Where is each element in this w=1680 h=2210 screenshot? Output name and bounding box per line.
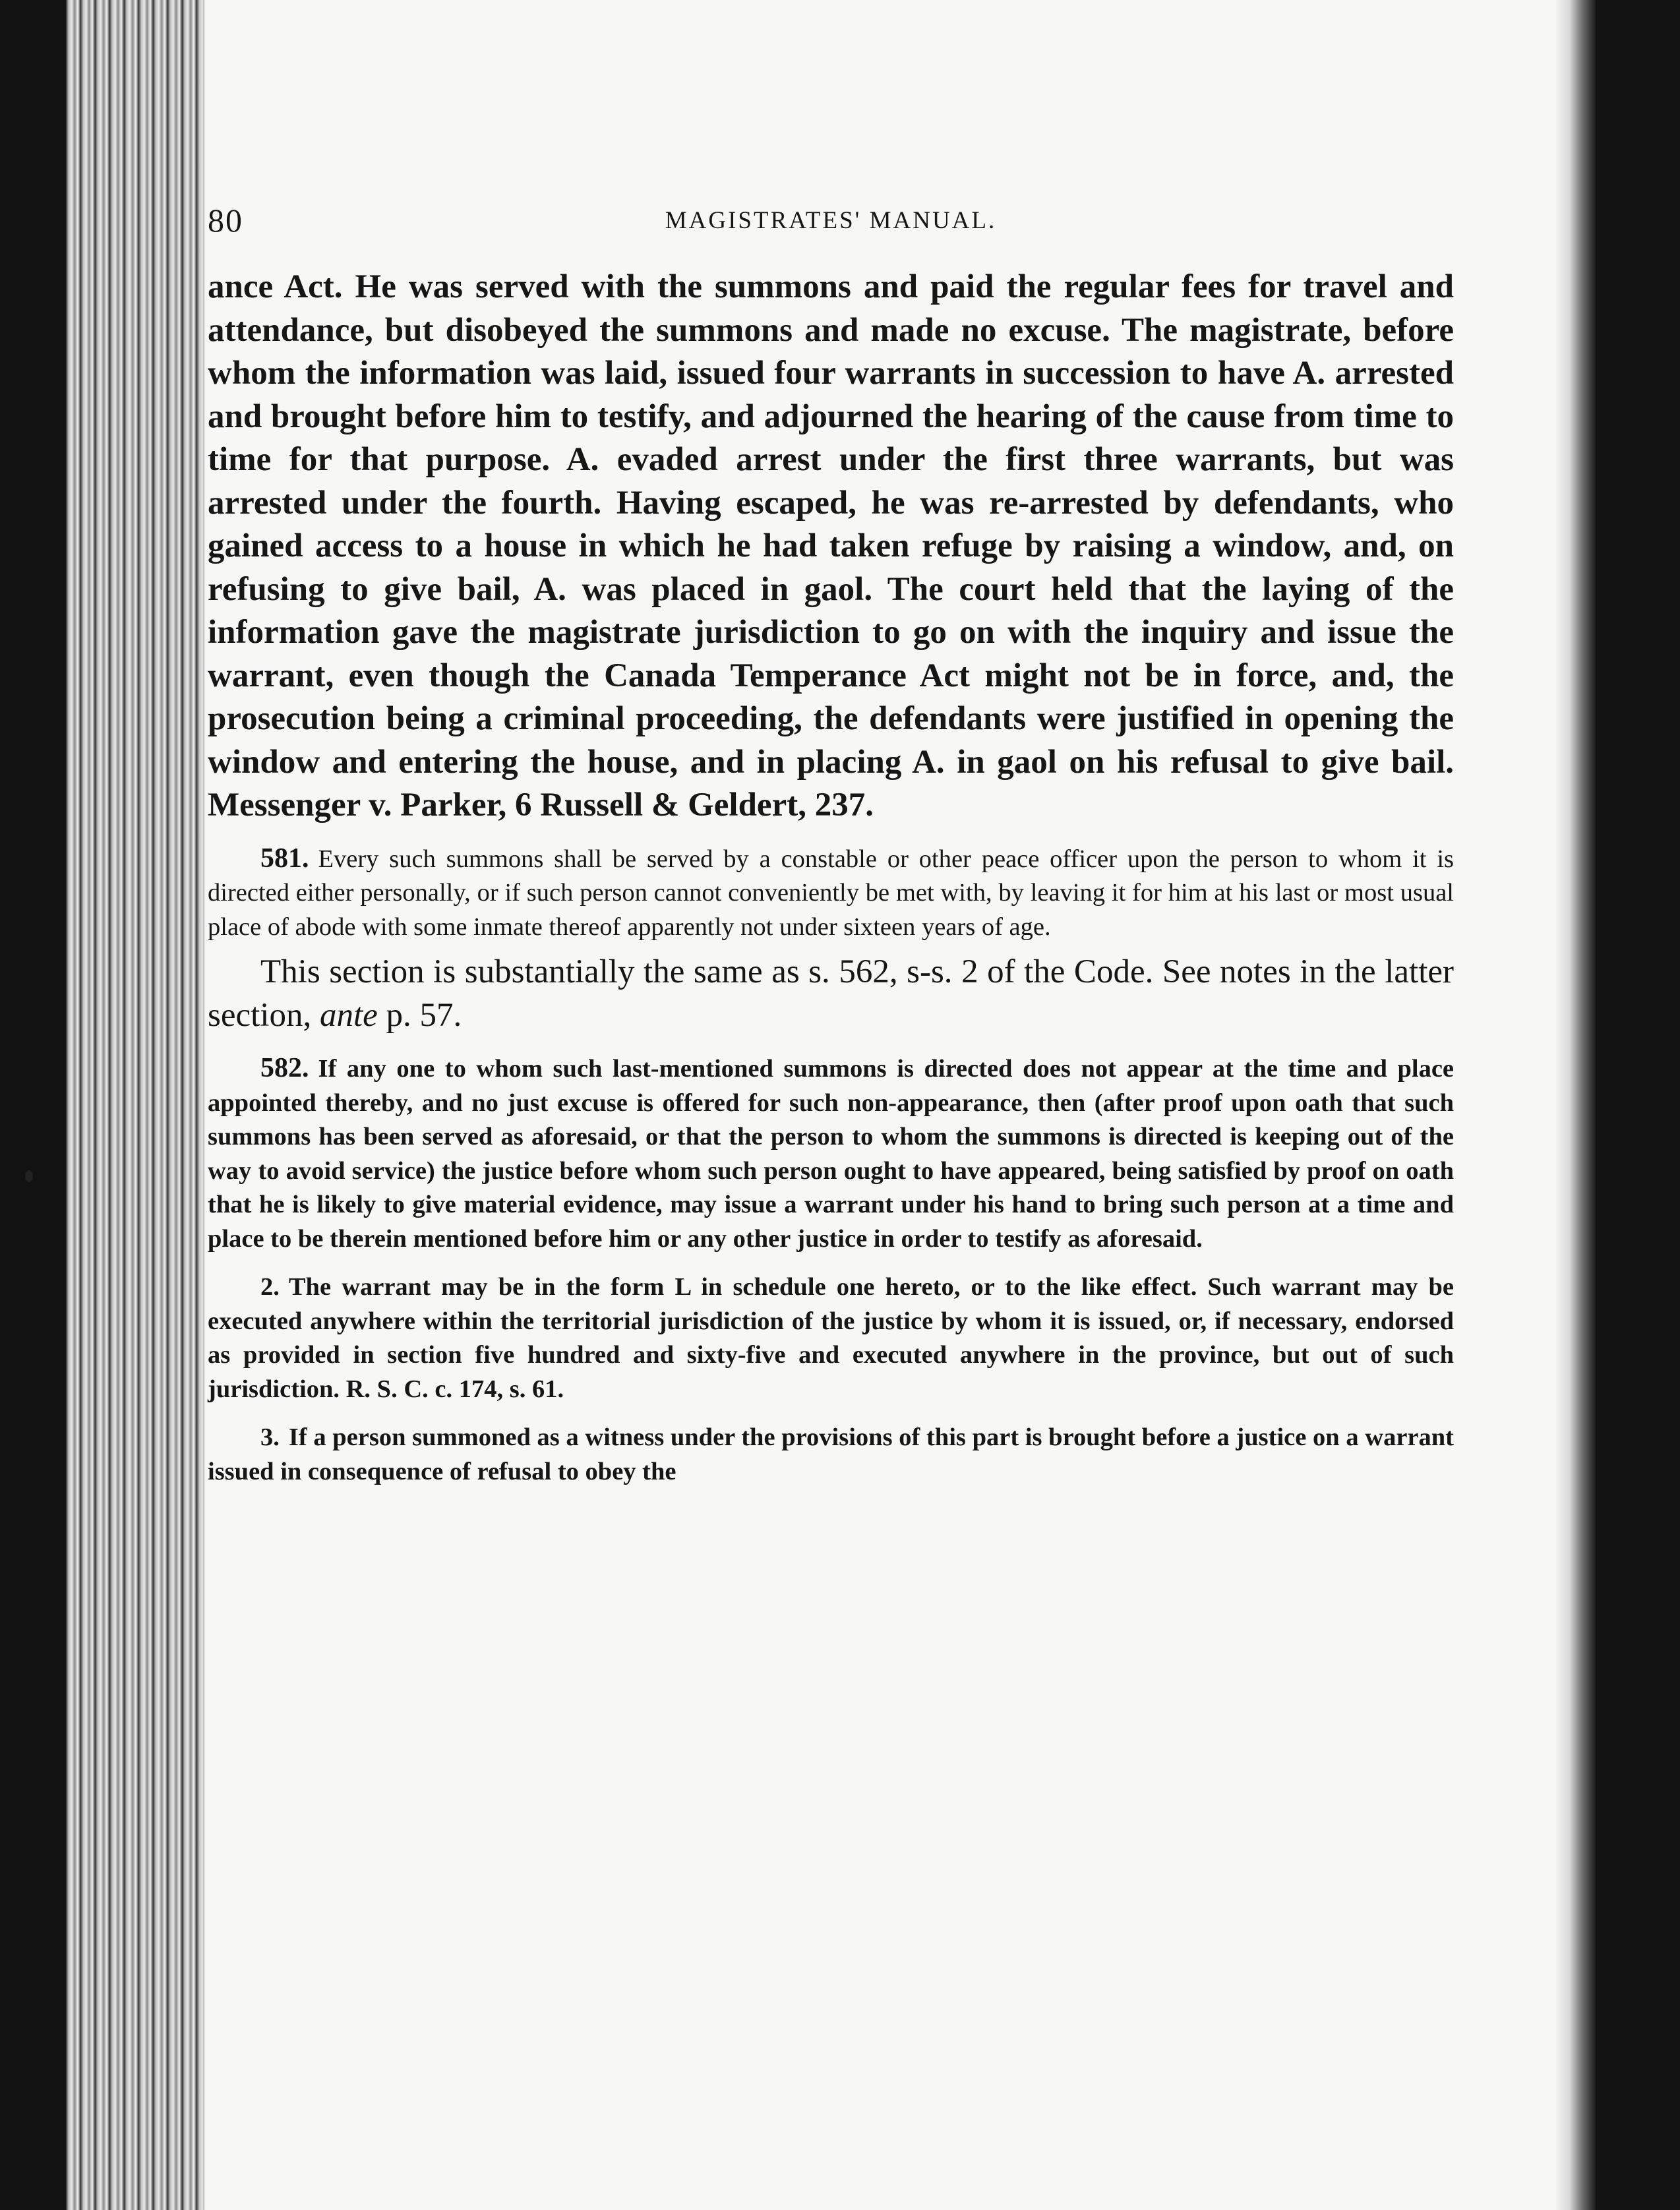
note-text: This section is substantially the same as s. 562, s-s. 2 of the Code. See notes in the latter section,: [208, 953, 1454, 1034]
note-581: [208, 951, 1454, 1037]
section-582-subsection-3: [208, 1421, 1454, 1489]
subsection-number: 3.: [260, 1423, 280, 1451]
section-number: 581.: [260, 843, 309, 874]
page-content: [208, 201, 1454, 1489]
page-number: 80: [208, 202, 243, 239]
subsection-number: 2.: [260, 1273, 280, 1301]
section-582: [208, 1052, 1454, 1256]
running-title: MAGISTRATES' MANUAL.: [665, 207, 997, 234]
note-page-ref: p. 57.: [377, 996, 462, 1034]
scan-speck: [25, 1170, 33, 1182]
section-text: If any one to whom such last-mentioned summons is directed does not appear at the time and place appointed thereby, and no just excuse is offered for such non-appearance, then (after proof upon oath that such summons has been served as aforesaid, or that the person to whom the summons is directed is keeping out of the way to avoid service) the justice before whom such person ought to have appeared, being satisfied by proof on oath that he is likely to give material evidence, may issue a warrant under his hand to bring such person at a time and place to be therein mentioned before him or any other justice in order to testify as aforesaid.: [208, 1055, 1454, 1253]
case-note-paragraph: ance Act. He was served with the summons and paid the regular fees for travel and attendance, but disobeyed the summons and made no excuse. The magistrate, before whom the information was laid, issued four warrants in succession to have A. arrested and brought before him to testify, and adjourned the hearing of the cause from time to time for that purpose. A. evaded arrest under the first three warrants, but was arrested under the fourth. Having escaped, he was re-arrested by defendants, who gained access to a house in which he had taken refuge by raising a window, and, on refusing to give bail, A. was placed in gaol. The court held that the laying of the information gave the magistrate jurisdiction to go on with the inquiry and issue the warrant, even though the Canada Temperance Act might not be in force, and, the prosecution being a criminal proceeding, the defendants were justified in opening the window and entering the house, and in placing A. in gaol on his refusal to give bail. Messenger v. Parker, 6 Russell & Geldert, 237.: [208, 268, 1454, 823]
book-edge-right: [1556, 0, 1596, 2210]
note-ante: ante: [319, 996, 378, 1034]
book-edge-left: [66, 0, 204, 2210]
section-text: Every such summons shall be served by a constable or other peace officer upon the person to whom it is directed either personally, or if such person cannot conveniently be met with, by leaving it for him at his last or most usual place of abode with some inmate thereof apparently not under sixteen years of age.: [208, 845, 1454, 941]
section-582-subsection-2: [208, 1270, 1454, 1406]
running-head: [208, 201, 1454, 247]
subsection-text: If a person summoned as a witness under the provisions of this part is brought before a justice on a warrant issued in consequence of refusal to obey the: [208, 1423, 1454, 1485]
subsection-text: The warrant may be in the form L in schedule one hereto, or to the like effect. Such warrant may be executed anywhere within the territorial jurisdiction of the justice by whom it is issued, or, if necessary, endorsed as provided in section five hundred and sixty-five and executed anywhere in the province, but out of such jurisdiction. R. S. C. c. 174, s. 61.: [208, 1273, 1454, 1403]
section-number: 582.: [260, 1053, 309, 1083]
section-581: [208, 842, 1454, 945]
